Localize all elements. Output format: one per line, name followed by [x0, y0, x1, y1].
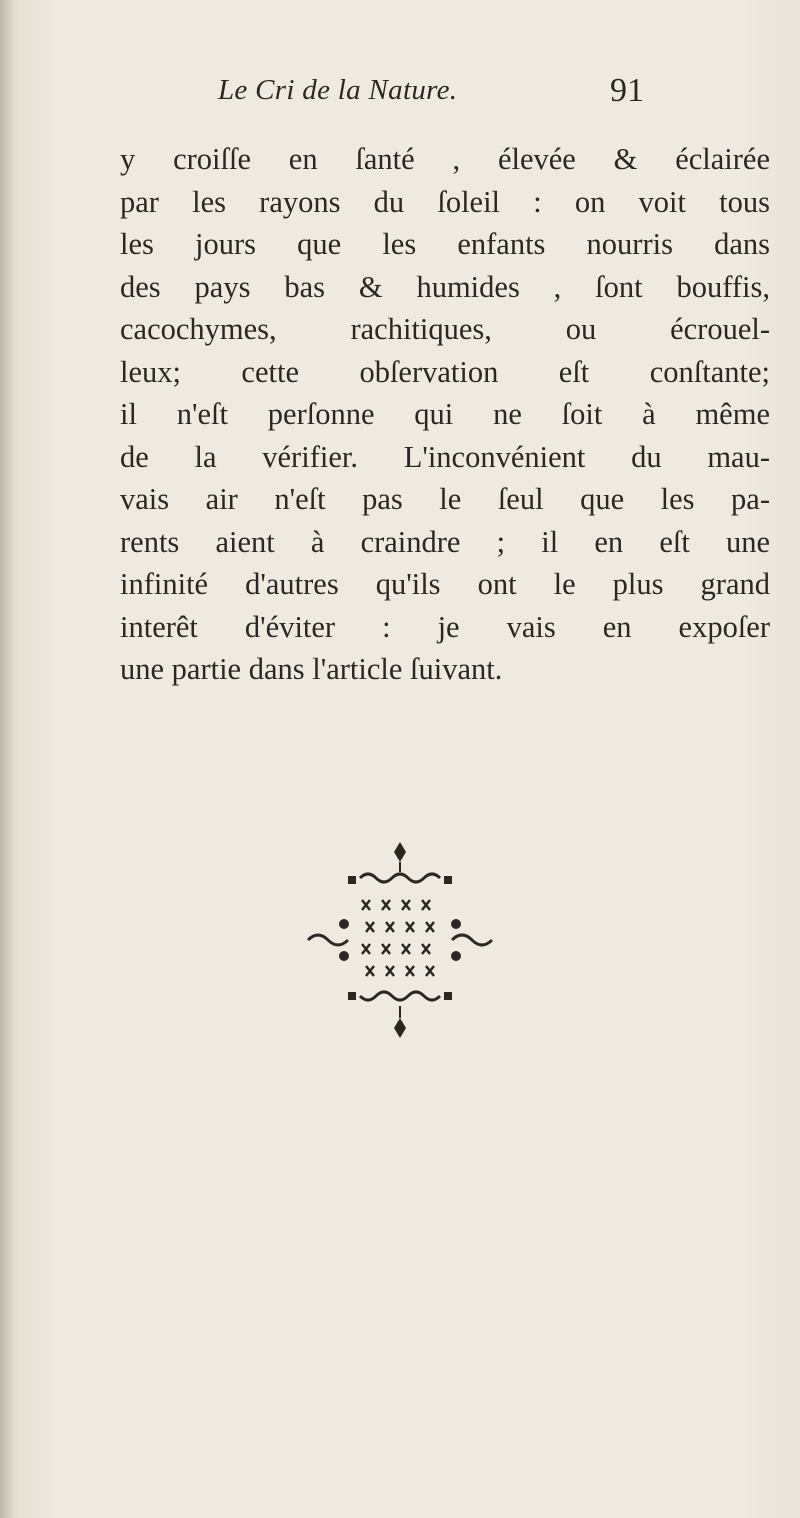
- text-line: interêt d'éviter : je vais en expoſer: [120, 609, 770, 644]
- page-gutter-shadow: [0, 0, 14, 1518]
- text-line: y croiſſe en ſanté , élevée & éclairée: [120, 142, 770, 176]
- text-line: il n'eſt perſonne qui ne ſoit à même: [120, 397, 770, 431]
- text-line: une partie dans l'article ſuivant.: [120, 652, 503, 686]
- text-line: les jours que les enfants nourris dans: [120, 227, 770, 261]
- text-line: des pays bas & humides , ſont bouffis,: [120, 269, 770, 304]
- body-text: [120, 138, 770, 691]
- text-line: rents aient à craindre ; il en eſt une: [120, 524, 770, 559]
- text-line: par les rayons du ſoleil : on voit tous: [120, 184, 770, 219]
- text-line: cacochymes, rachitiques, ou écrouel-: [120, 312, 770, 346]
- text-line: leux; cette obſervation eſt conſtante;: [120, 354, 770, 389]
- running-head: [120, 74, 760, 124]
- text-line: infinité d'autres qu'ils ont le plus grand: [120, 567, 770, 601]
- fleuron-ornament-icon: [300, 840, 500, 1040]
- running-title: Le Cri de la Nature.: [218, 74, 458, 106]
- text-line: vais air n'eſt pas le ſeul que les pa-: [120, 482, 770, 516]
- page-number: 91: [610, 72, 644, 109]
- text-line: de la vérifier. L'inconvénient du mau-: [120, 439, 770, 474]
